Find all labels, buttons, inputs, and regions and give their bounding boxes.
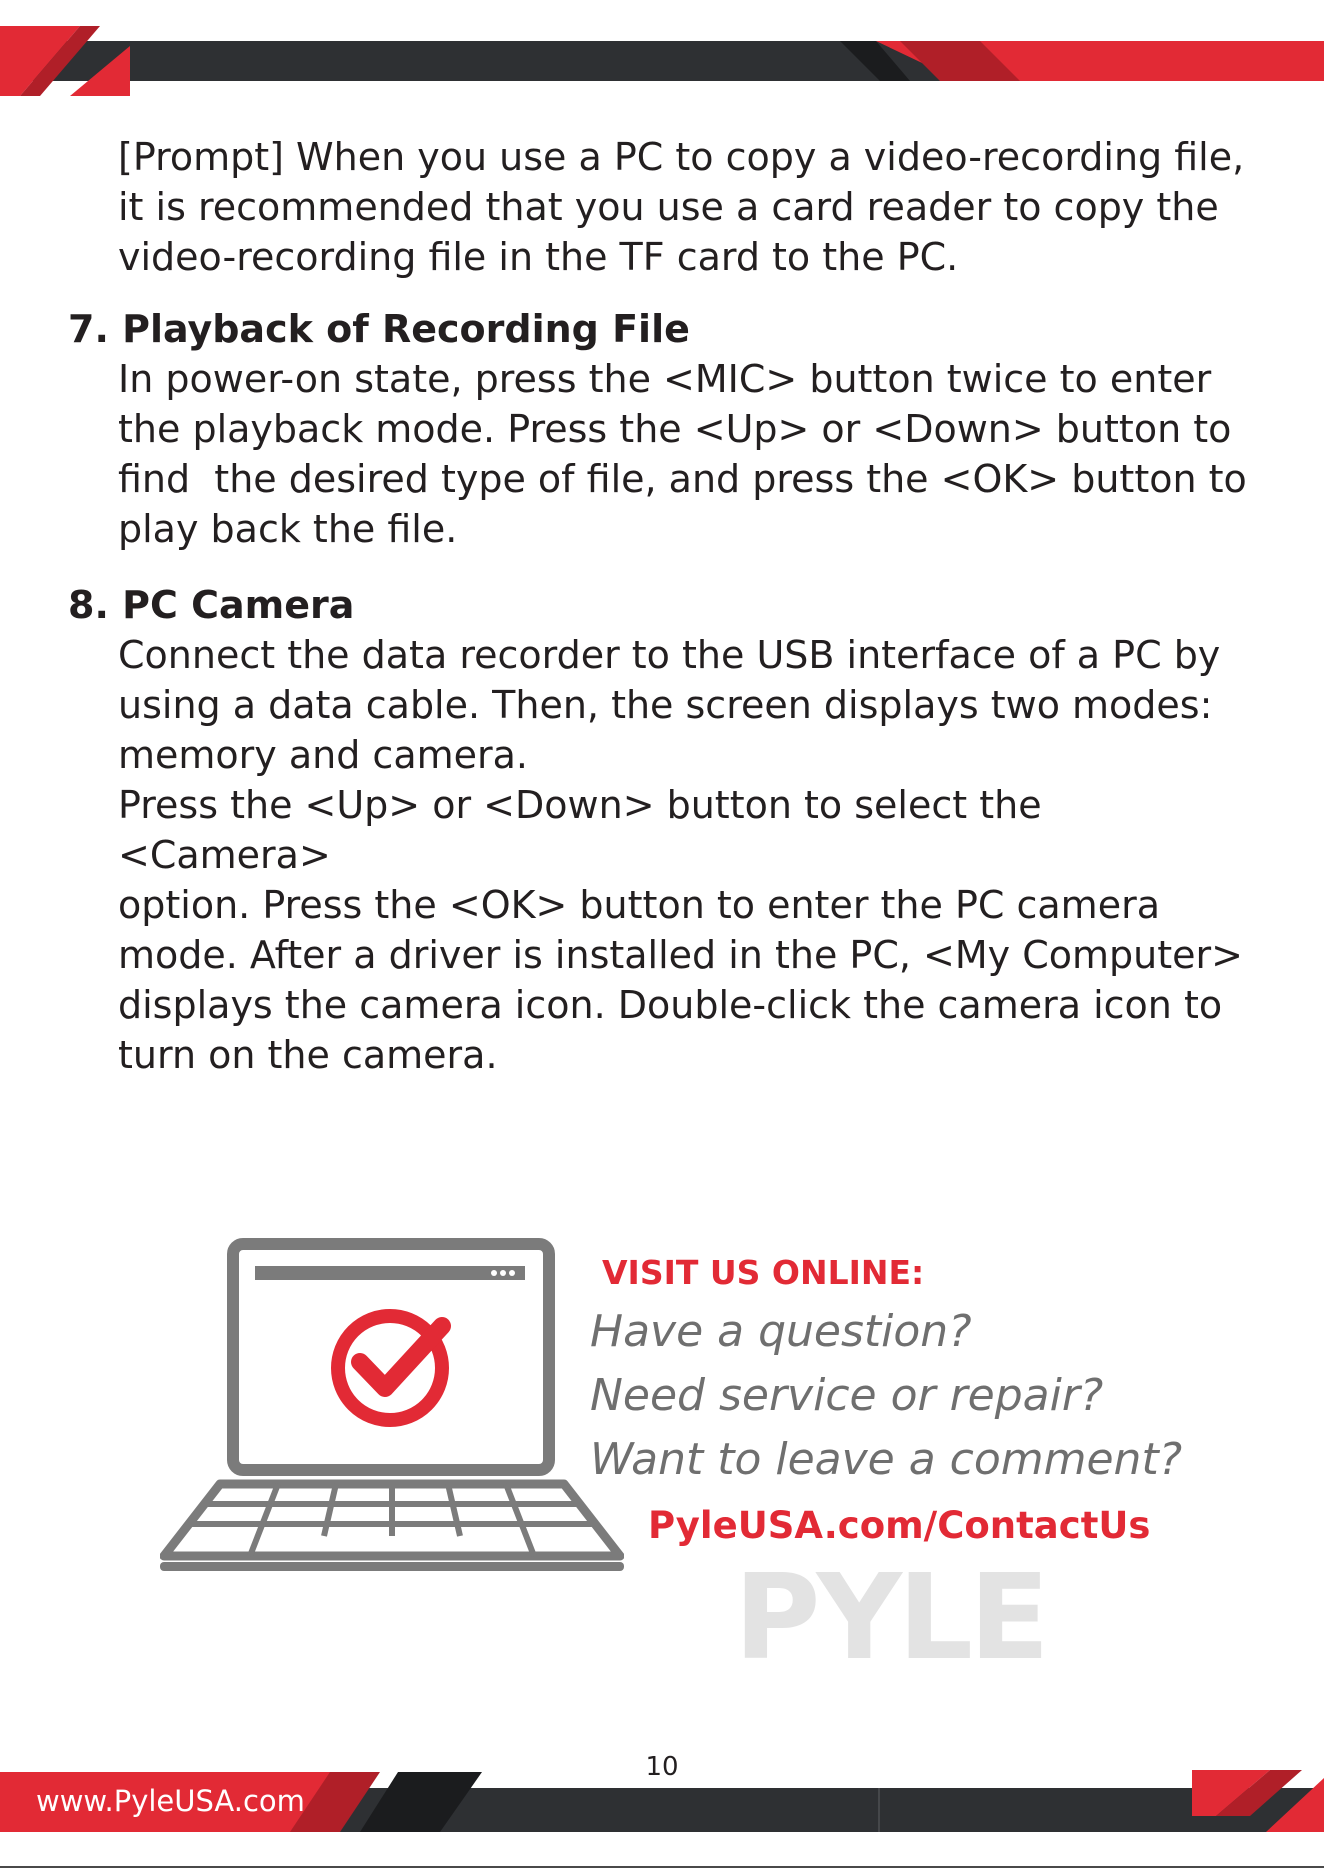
section-7-heading: 7. Playback of Recording File	[68, 307, 690, 351]
footer-website-link[interactable]: www.PyleUSA.com	[36, 1784, 305, 1818]
header-band	[0, 26, 1324, 106]
question-line-1: Have a question?	[590, 1306, 972, 1357]
section-8-body-2: Press the <Up> or <Down> button to select the <Camera> option. Press the <OK> button to enter the PC camera mode. After a driver is installed in the PC, <My Computer> displays the camera icon. Double-click the camera icon to turn on the camera.	[118, 783, 1243, 1077]
visit-us-online-heading: VISIT US ONLINE:	[602, 1253, 925, 1292]
prompt-note: [Prompt] When you use a PC to copy a video-recording file, it is recommended that you use a card reader to copy the video-recording file in the TF card to the PC.	[118, 135, 1245, 279]
section-8-heading: 8. PC Camera	[68, 583, 355, 627]
pyle-logo: PYLE	[734, 1548, 1046, 1686]
section-8-body-1: Connect the data recorder to the USB interface of a PC by using a data cable. Then, the screen displays two modes: memory and camera.	[118, 633, 1221, 777]
contact-url-link[interactable]: PyleUSA.com/ContactUs	[648, 1504, 1151, 1547]
section-7-body: In power-on state, press the <MIC> button twice to enter the playback mode. Press the <Up> or <Down> button to find the desired type of file, and press the <OK> button to play back the file.	[118, 357, 1247, 551]
question-line-2: Need service or repair?	[590, 1370, 1104, 1421]
laptop-checkmark-icon	[160, 1236, 624, 1586]
question-line-3: Want to leave a comment?	[590, 1434, 1183, 1485]
page-number: 10	[645, 1752, 679, 1782]
